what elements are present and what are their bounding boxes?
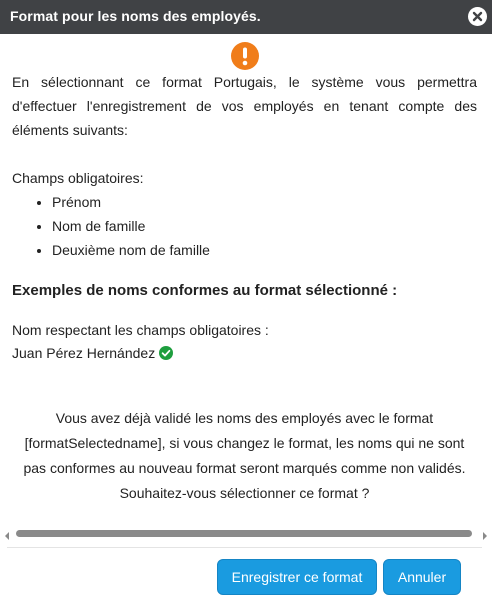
cancel-button[interactable]: Annuler [383,559,461,595]
intro-text: En sélectionnant ce format Portugais, le système vous permettra d'effectuer l'enregistrement de vos employés en tenant compte des éléments suivants: [12,74,477,138]
required-fields-list [12,190,477,262]
horizontal-scrollbar[interactable] [0,526,492,540]
example-name: Juan Pérez Hernández [12,345,156,361]
check-circle-icon [159,346,173,360]
scrollbar-track[interactable] [14,530,478,537]
close-button[interactable] [468,7,487,26]
required-fields-label: Champs obligatoires: [12,170,144,186]
footer-divider [7,547,482,548]
save-format-button[interactable]: Enregistrer ce format [217,559,377,595]
list-item: • Prénom [52,190,477,214]
dialog-title: Format pour les noms des employés. [10,8,261,24]
examples-heading: Exemples de noms conformes au format sélectionné : [12,282,398,299]
scrollbar-thumb[interactable] [16,530,472,537]
scroll-right-arrow-icon[interactable] [481,528,489,538]
scroll-left-arrow-icon[interactable] [3,528,11,538]
format-change-warning: Vous avez déjà validé les noms des employés avec le format [formatSelectedname], si vous changez le format, les noms qui ne sont pas conformes au nouveau format seront marqués comme non validés. Souhaitez-vous sélectionner ce format ? [23,410,466,501]
dialog-content [12,70,477,365]
close-icon [468,7,487,26]
dialog-titlebar [0,0,492,34]
example-name-row [12,341,477,365]
exclamation-icon [231,42,259,70]
example-label: Nom respectant les champs obligatoires : [12,322,269,338]
list-item: • Deuxième nom de famille [52,238,477,262]
list-item: • Nom de famille [52,214,477,238]
